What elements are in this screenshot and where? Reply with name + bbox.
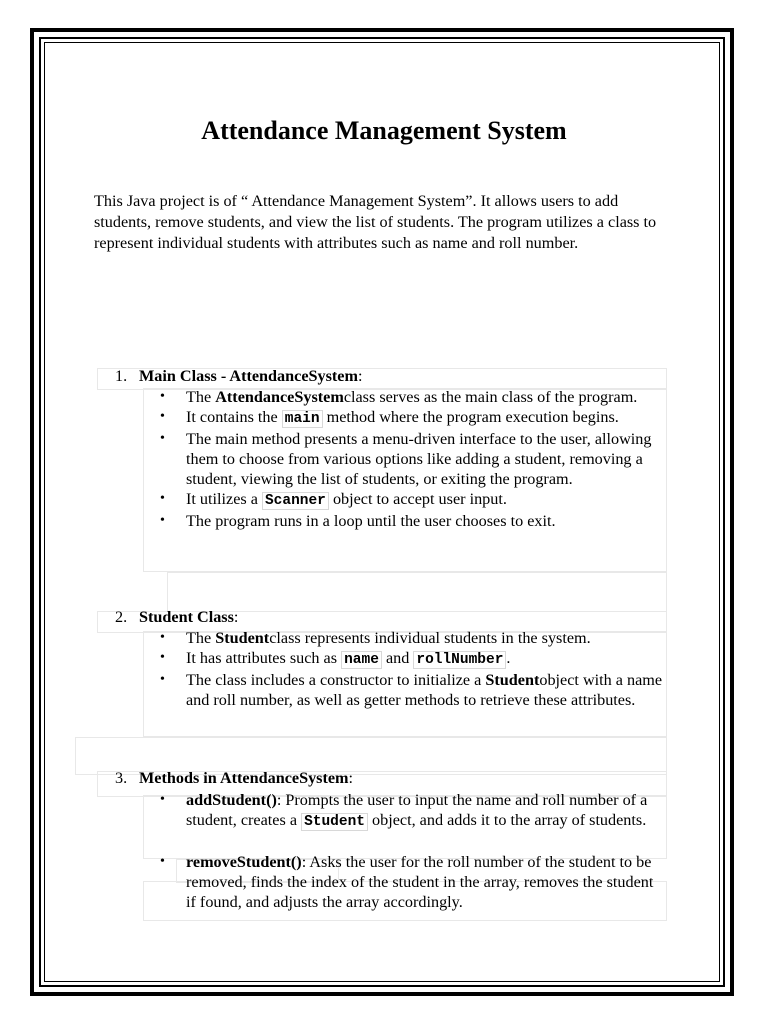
code-term: Student — [301, 813, 368, 831]
list-item: • The AttendanceSystemclass serves as the main class of the program. — [160, 387, 666, 407]
code-term: main — [282, 410, 323, 428]
section-title: Main Class - AttendanceSystem — [139, 367, 358, 385]
table-cell — [167, 572, 667, 612]
section-2-heading: 2. Student Class: — [115, 608, 239, 626]
list-item: • The Studentclass represents individual students in the system. — [160, 628, 666, 648]
list-item: • It contains the main method where the program execution begins. — [160, 407, 666, 429]
section-1-bullets — [160, 387, 666, 531]
code-term: name — [341, 651, 382, 669]
list-item: • It has attributes such as name and rollNumber . — [160, 648, 666, 670]
list-item: • The program runs in a loop until the user chooses to exit. — [160, 511, 666, 531]
list-item: • It utilizes a Scanner object to accept user input. — [160, 489, 666, 511]
code-term: rollNumber — [413, 651, 506, 669]
section-title: Student Class — [139, 608, 234, 626]
section-3-heading: 3. Methods in AttendanceSystem: — [115, 769, 354, 787]
list-item: • addStudent(): Prompts the user to input the name and roll number of a student, creates a Student object, and adds it to the array of students. — [160, 790, 666, 832]
list-item: • The class includes a constructor to initialize a Studentobject with a name and roll number, as well as getter methods to retrieve these attributes. — [160, 670, 666, 710]
section-title: Methods in AttendanceSystem — [139, 769, 349, 787]
section-2-bullets — [160, 628, 666, 710]
section-number: 1. — [115, 367, 128, 385]
list-item: • The main method presents a menu-driven interface to the user, allowing them to choose from various options like adding a student, removing a student, viewing the list of students, or exiting the program. — [160, 429, 666, 489]
section-3-bullets — [160, 790, 666, 912]
document-title: Attendance Management System — [201, 116, 567, 145]
intro-paragraph: This Java project is of “ Attendance Management System”. It allows users to add students, remove students, and view the list of students. The program utilizes a class to represent individual students with attributes such as name and roll number. — [94, 192, 657, 252]
list-item: • removeStudent(): Asks the user for the roll number of the student to be removed, finds the index of the student in the array, removes the student if found, and adjusts the array accordingly. — [160, 852, 666, 912]
section-number: 2. — [115, 608, 128, 626]
section-1-heading: 1. Main Class - AttendanceSystem: — [115, 367, 363, 385]
code-term: Scanner — [262, 492, 329, 510]
section-number: 3. — [115, 769, 128, 787]
